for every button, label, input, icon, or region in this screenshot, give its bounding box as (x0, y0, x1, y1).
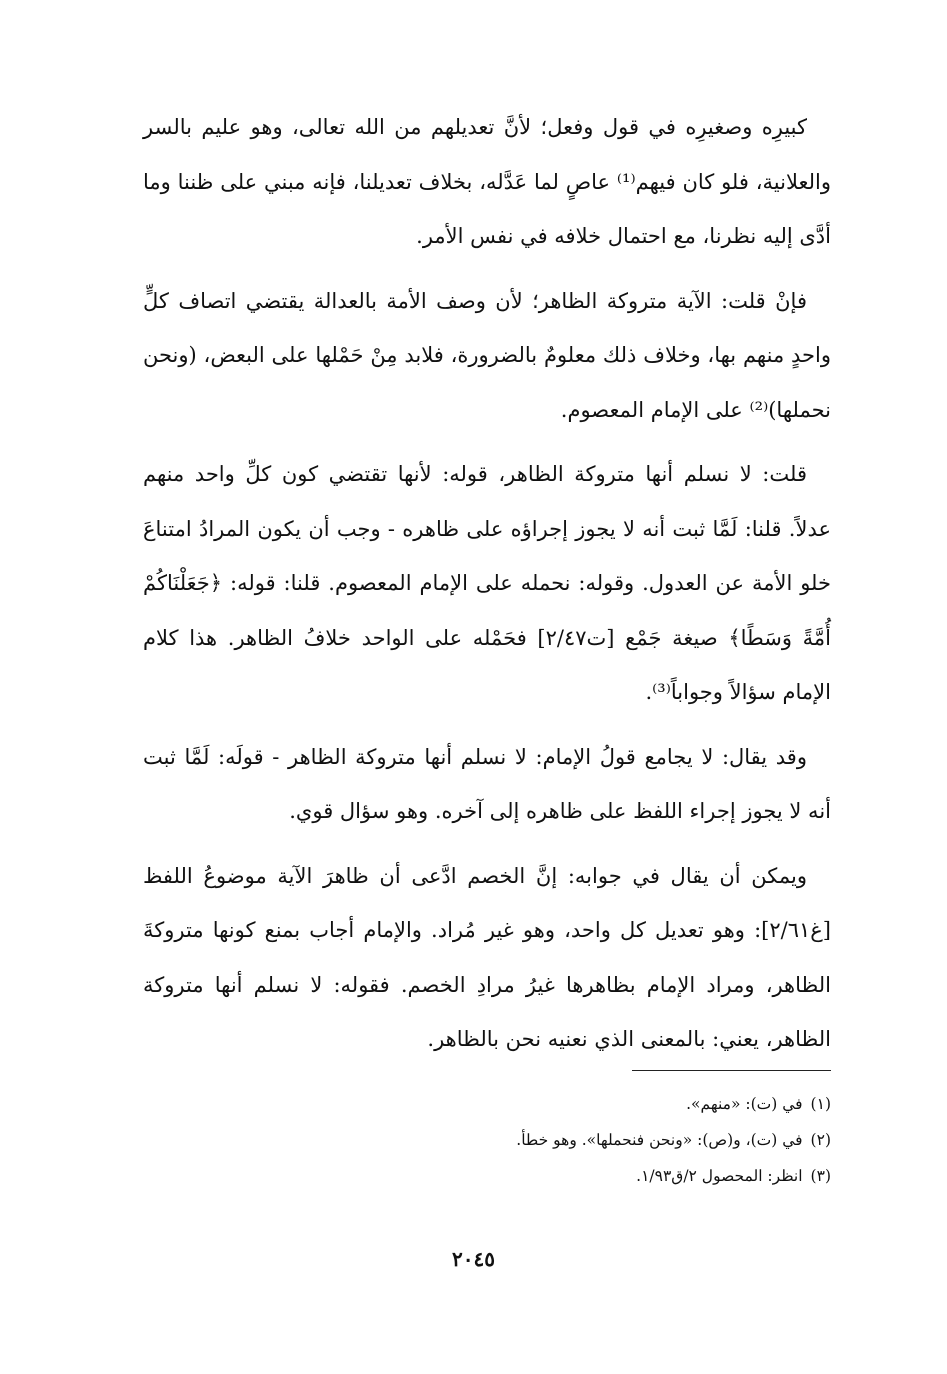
paragraph-2: فإنْ قلت: الآية متروكة الظاهر؛ لأن وصف الأمة بالعدالة يقتضي اتصاف كلٍّ واحدٍ منهم بها، وخلاف ذلك معلومٌ بالضرورة، فلابد مِنْ حَمْلها على البعض، (ونحن نحملها)⁽²⁾ على الإمام المعصوم. (143, 288, 831, 422)
footnote-1 (143, 1086, 831, 1122)
page-number: ٢٠٤٥ (452, 1247, 495, 1271)
footnotes (143, 1086, 831, 1194)
footnote-3 (143, 1158, 831, 1194)
footnote-number: (٢) (810, 1131, 831, 1149)
main-text (143, 100, 831, 1067)
footnote-number: (٣) (810, 1167, 831, 1185)
paragraph-3: قلت: لا نسلم أنها متروكة الظاهر، قوله: لأنها تقتضي كون كلِّ واحد منهم عدلاً. قلنا: لَمَّا ثبت أنه لا يجوز إجراؤه على ظاهره - وجب أن يكون المرادُ امتناعَ خلو الأمة عن العدول. وقوله: نحمله على الإمام المعصوم. قلنا: قوله: ﴿جَعَلْنَاكُمْ أُمَّةً وَسَطًا﴾ صيغة جَمْع [ت٢/٤٧] فحَمْله على الواحد خلافُ الظاهر. هذا كلام الإمام سؤالاً وجواباً⁽³⁾. (143, 462, 831, 704)
paragraph-4: وقد يقال: لا يجامع قولُ الإمام: لا نسلم أنها متروكة الظاهر - قولَه: لَمَّا ثبت أنه لا يجوز إجراء اللفظ على ظاهره إلى آخره. وهو سؤال قوي. (143, 744, 831, 823)
footnote-text: في (ت)، و(ص): «ونحن فنحملها». وهو خطأ. (516, 1131, 803, 1149)
paragraph-1: كبيرِه وصغيرِه في قول وفعل؛ لأنَّ تعديلهم من الله تعالى، وهو عليم بالسر والعلانية، فلو كان فيهم⁽¹⁾ عاصٍ لما عَدَّله، بخلاف تعديلنا، فإنه مبني على ظننا وما أدَّى إليه نظرنا، مع احتمال خلافه في نفس الأمر. (143, 115, 831, 248)
paragraph-5: ويمكن أن يقال في جوابه: إنَّ الخصم ادَّعى أن ظاهرَ الآية موضوعُ اللفظ [غ٢/٦١]: وهو تعديل كل واحد، وهو غير مُراد. والإمام أجاب بمنع كونها متروكةَ الظاهر، ومراد الإمام بظاهرها غيرُ مرادِ الخصم. فقوله: لا نسلم أنها متروكة الظاهر، يعني: بالمعنى الذي نعنيه نحن بالظاهر. (143, 863, 831, 1051)
footnote-text: في (ت): «منهم». (686, 1095, 803, 1113)
footnote-separator (632, 1070, 831, 1071)
footnote-text: انظر: المحصول ٢/ق١/٩٣. (636, 1167, 803, 1185)
footnote-2 (143, 1122, 831, 1158)
footnote-number: (١) (810, 1095, 831, 1113)
